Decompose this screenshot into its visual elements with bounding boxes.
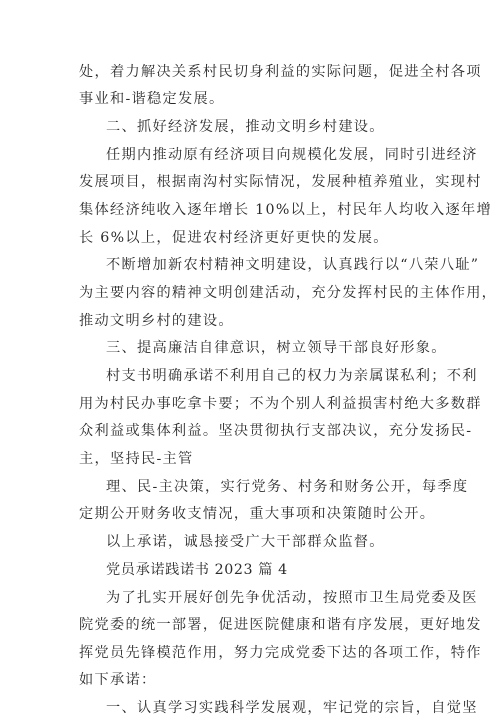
paragraph-line: 定期公开财务收支情况，重大事项和决策随时公开。: [79, 506, 436, 522]
paragraph-line: 长 6%以上，促进农村经济更好更快的发展。: [79, 230, 389, 246]
paragraph-line: 发展项目，根据南沟村实际情况，发展种植养殖业，实现村: [79, 174, 482, 190]
document-title: 党员承诺践诺书 2023 篇 4: [106, 562, 288, 578]
paragraph-line: 如下承诺：: [79, 672, 157, 688]
paragraph-line: 集体经济纯收入逐年增长 10%以上，村民年人均收入逐年增: [79, 202, 492, 218]
section-heading: 二、抓好经济发展，推动文明乡村建设。: [106, 119, 385, 135]
paragraph-line: 不断增加新农村精神文明建设，认真践行以“八荣八耻”: [106, 257, 480, 273]
paragraph-line: 一、认真学习实践科学发展观，牢记党的宗旨，自觉坚: [106, 700, 478, 716]
paragraph-line: 事业和-谐稳定发展。: [79, 91, 225, 107]
section-heading: 三、提高廉洁自律意识，树立领导干部良好形象。: [106, 340, 447, 356]
paragraph-line: 众利益或集体利益。坚决贯彻执行支部决议，充分发扬民-: [79, 423, 473, 439]
paragraph-line: 为主要内容的精神文明创建活动，充分发挥村民的主体作用，: [79, 285, 498, 301]
paragraph-line: 挥党员先锋模范作用，努力完成党委下达的各项工作，特作: [79, 645, 482, 661]
paragraph-line: 理、民-主决策，实行党务、村务和财务公开，每季度: [106, 479, 469, 495]
paragraph-line: 主，坚持民-主管: [79, 451, 194, 467]
paragraph-line: 任期内推动原有经济项目向规模化发展，同时引进经济: [106, 147, 478, 163]
paragraph-line: 用为村民办事吃拿卡要；不为个别人利益损害村绝大多数群: [79, 396, 482, 412]
paragraph-line: 院党委的统一部署，促进医院健康和谐有序发展，更好地发: [79, 617, 482, 633]
paragraph-line: 村支书明确承诺不利用自己的权力为亲属谋私利；不利: [106, 368, 478, 384]
paragraph-line: 推动文明乡村的建设。: [79, 313, 234, 329]
paragraph-line: 为了扎实开展好创先争优活动，按照市卫生局党委及医: [106, 590, 478, 606]
paragraph-line: 以上承诺，诚恳接受广大干部群众监督。: [106, 534, 385, 550]
paragraph-line: 处，着力解决关系村民切身利益的实际问题，促进全村各项: [79, 64, 482, 80]
